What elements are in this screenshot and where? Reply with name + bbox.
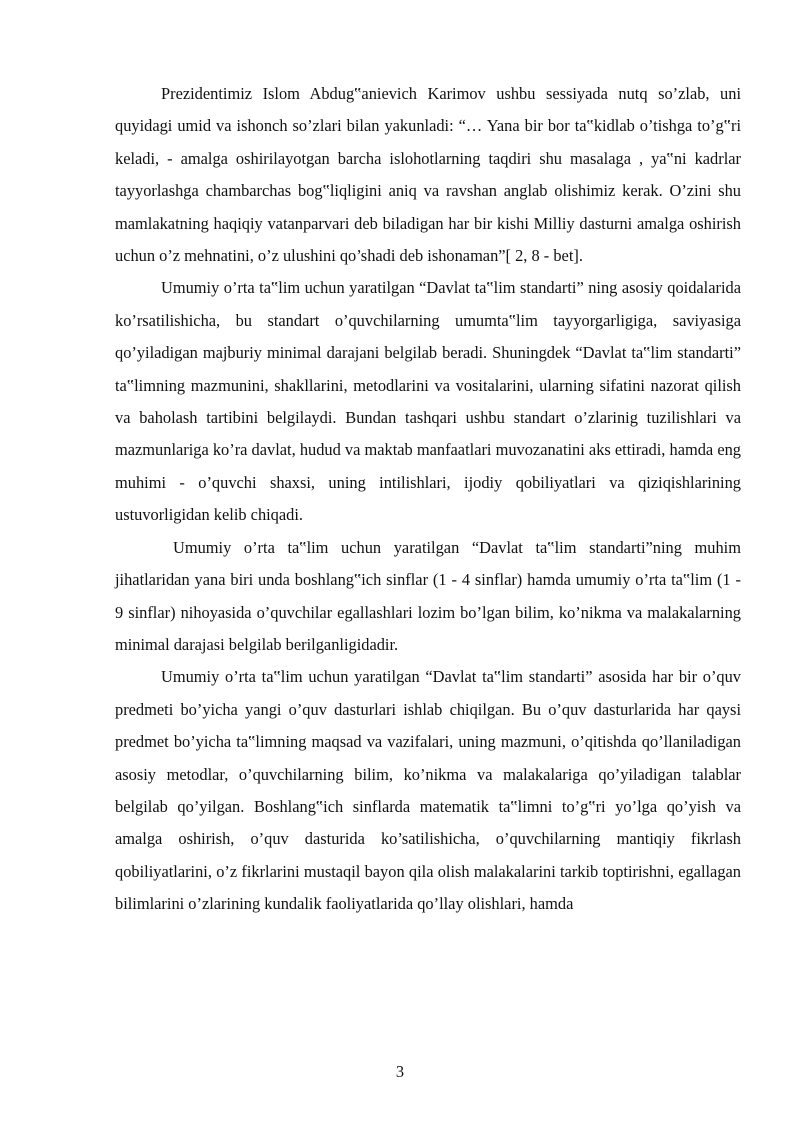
paragraph-2: Umumiy o’rta ta‟lim uchun yaratilgan “Davlat ta‟lim standarti” ning asosiy qoidalarida ko’rsatilishicha, bu standart o’quvchilarning umumta‟lim tayyorgarligiga, saviyasiga qo’yiladigan majburiy minimal darajani belgilab beradi. Shuningdek “Davlat ta‟lim standarti” ta‟limning mazmunini, shakllarini, metodlarini va vositalarini, ularning sifatini nazorat qilish va baholash tartibini belgilaydi. Bundan tashqari ushbu standart o’zlarinig tuzilishlari va mazmunlariga ko’ra davlat, hudud va maktab manfaatlari muvozanatini aks ettiradi, hamda eng muhimi - o’quvchi shaxsi, uning intilishlari, ijodiy qobiliyatlari va qiziqishlarining ustuvorligidan kelib chiqadi. [115, 278, 741, 525]
paragraph-4: Umumiy o’rta ta‟lim uchun yaratilgan “Davlat ta‟lim standarti” asosida har bir o’quv predmeti bo’yicha yangi o’quv dasturlari ishlab chiqilgan. Bu o’quv dasturlarida har qaysi predmet bo’yicha ta‟limning maqsad va vazifalari, uning mazmuni, o’qitishda qo’llaniladigan asosiy metodlar, o’quvchilarning bilim, ko’nikma va malakalariga qo’yiladigan talablar belgilab qo’yilgan. Boshlang‟ich sinflarda matematik ta‟limni to’g‟ri yo’lga qo’yish va amalga oshirish, o’quv dasturida ko’satilishicha, o’quvchilarning mantiqiy fikrlash qobiliyatlarini, o’z fikrlarini mustaqil bayon qila olish malakalarini tarkib toptirishni, egallagan bilimlarini o’zlarining kundalik faoliyatlarida qo’llay olishlari, hamda [115, 667, 741, 914]
document-body [115, 78, 741, 921]
paragraph-1: Prezidentimiz Islom Abdug‟anievich Karimov ushbu sessiyada nutq so’zlab, uni quyidagi umid va ishonch so’zlari bilan yakunladi: “… Yana bir bor ta‟kidlab o’tishga to’g‟ri keladi, - amalga oshirilayotgan barcha islohotlarning taqdiri shu masalaga , ya‟ni kadrlar tayyorlashga chambarchas bog‟liqligini aniq va ravshan anglab olishimiz kerak. O’zini shu mamlakatning haqiqiy vatanparvari deb biladigan har bir kishi Milliy dasturni amalga oshirish uchun o’z mehnatini, o’z ulushini qo’shadi deb ishonaman”[ 2, 8 - bet]. [115, 84, 741, 266]
page-number: 3 [395, 1062, 405, 1081]
paragraph-3: Umumiy o’rta ta‟lim uchun yaratilgan “Davlat ta‟lim standarti”ning muhim jihatlaridan yana biri unda boshlang‟ich sinflar (1 - 4 sinflar) hamda umumiy o’rta ta‟lim (1 - 9 sinflar) nihoyasida o’quvchilar egallashlari lozim bo’lgan bilim, ko’nikma va malakalarning minimal darajasi belgilab berilganligidadir. [115, 537, 741, 654]
